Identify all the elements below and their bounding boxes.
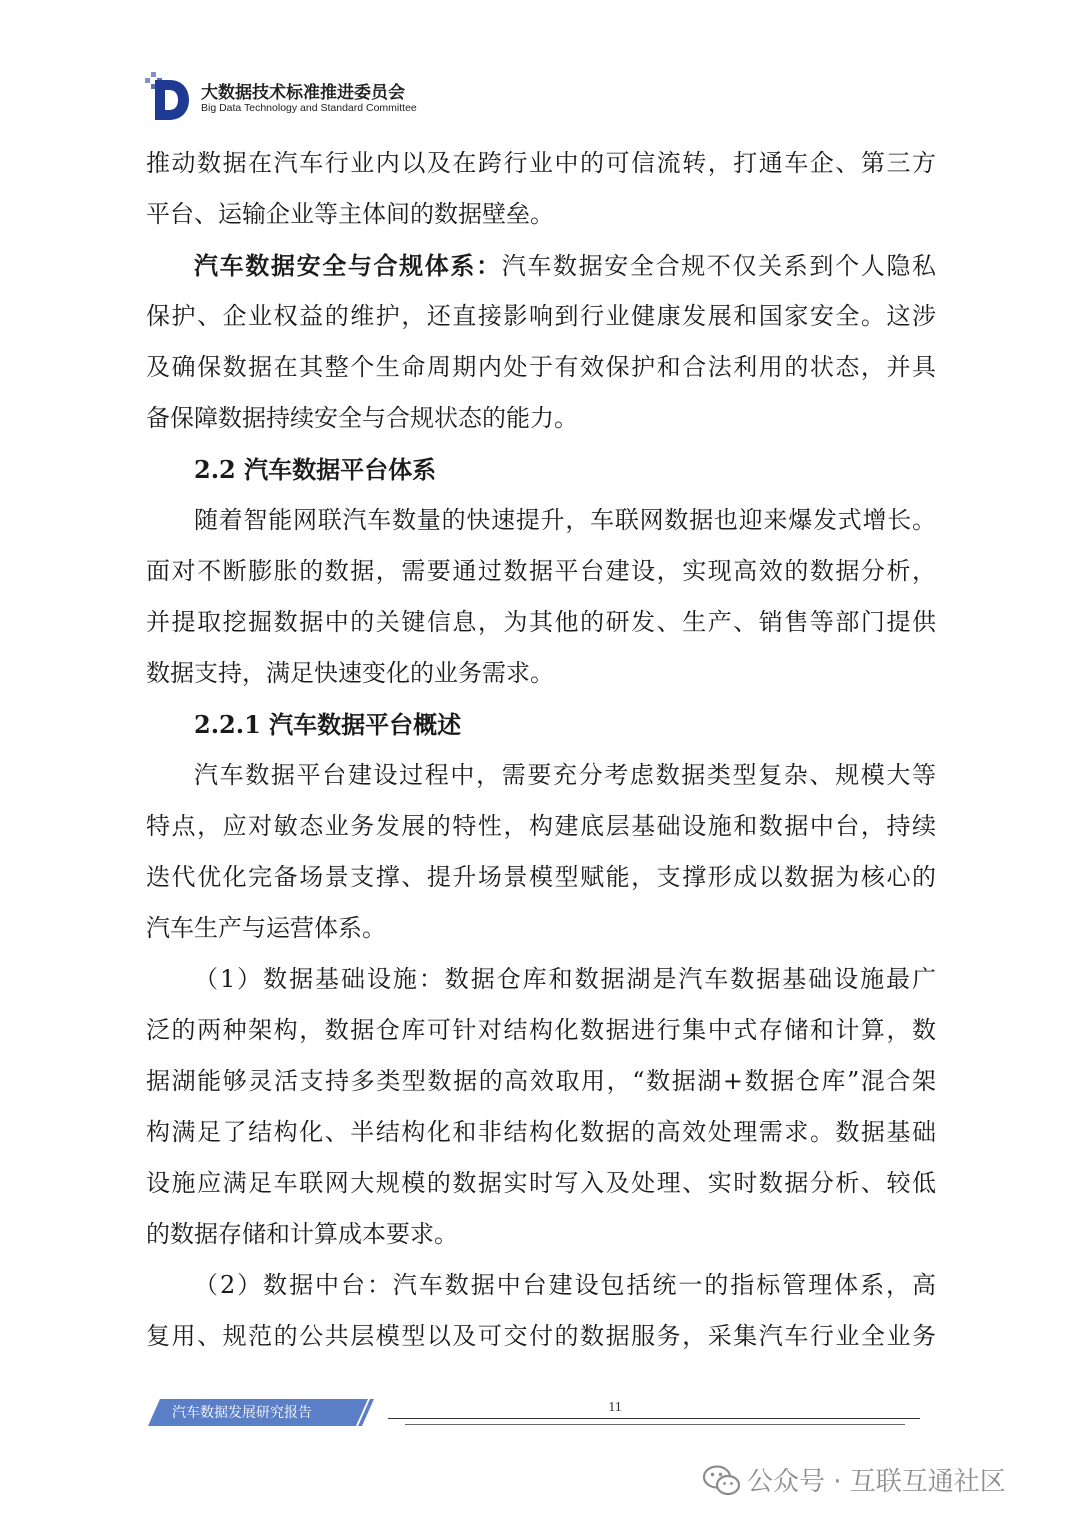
text-line (146, 699, 936, 750)
text-line (146, 954, 936, 1005)
text-line (146, 546, 936, 597)
line-text: 设施应满足车联网大规模的数据实时写入及处理、实时数据分析、较低 (146, 1169, 936, 1197)
footer-rule-bottom (405, 1424, 905, 1425)
line-text: 汽车生产与运营体系。 (146, 914, 386, 942)
line-text: （1）数据基础设施：数据仓库和数据湖是汽车数据基础设施最广 (194, 965, 936, 993)
section-heading: 2.2.1 汽车数据平台概述 (194, 710, 462, 739)
page-number: 11 (608, 1400, 622, 1415)
text-line (146, 240, 936, 291)
footer-report-title: 汽车数据发展研究报告 (172, 1405, 312, 1421)
text-line (146, 597, 936, 648)
line-text: 复用、规范的公共层模型以及可交付的数据服务，采集汽车行业全业务 (146, 1322, 936, 1350)
line-text: 保护、企业权益的维护，还直接影响到行业健康发展和国家安全。这涉 (146, 302, 936, 330)
org-name-cn: 大数据技术标准推进委员会 (201, 83, 405, 103)
bold-lead: 汽车数据安全与合规体系： (194, 251, 502, 280)
line-text: 汽车数据平台建设过程中，需要充分考虑数据类型复杂、规模大等 (194, 761, 936, 789)
committee-logo-icon (145, 70, 191, 122)
line-text: 随着智能网联汽车数量的快速提升，车联网数据也迎来爆发式增长。 (194, 506, 936, 534)
line-text: 备保障数据持续安全与合规状态的能力。 (146, 404, 578, 432)
text-line (146, 801, 936, 852)
document-body (146, 138, 936, 1362)
text-line (146, 342, 936, 393)
wechat-icon (703, 1465, 741, 1497)
text-line (146, 291, 936, 342)
line-text: 推动数据在汽车行业内以及在跨行业中的可信流转，打通车企、第三方 (146, 149, 936, 177)
text-line (146, 444, 936, 495)
text-line (146, 1209, 936, 1260)
line-text: 汽车数据安全合规不仅关系到个人隐私 (501, 252, 936, 280)
line-text: 并提取挖掘数据中的关键信息，为其他的研发、生产、销售等部门提供 (146, 608, 936, 636)
watermark-text: 公众号 · 互联互通社区 (747, 1467, 1006, 1497)
line-text: 迭代优化完备场景支撑、提升场景模型赋能，支撑形成以数据为核心的 (146, 863, 936, 891)
text-line (146, 1311, 936, 1362)
line-text: 面对不断膨胀的数据，需要通过数据平台建设，实现高效的数据分析， (146, 557, 936, 585)
text-line (146, 1107, 936, 1158)
line-text: 的数据存储和计算成本要求。 (146, 1220, 458, 1248)
line-text: 平台、运输企业等主体间的数据壁垒。 (146, 200, 554, 228)
line-text: 据湖能够灵活支持多类型数据的高效取用，“数据湖+数据仓库”混合架 (146, 1067, 936, 1095)
text-line (146, 648, 936, 699)
line-text: 构满足了结构化、半结构化和非结构化数据的高效处理需求。数据基础 (146, 1118, 936, 1146)
line-text: 数据支持，满足快速变化的业务需求。 (146, 659, 554, 687)
text-line (146, 903, 936, 954)
text-line (146, 1260, 936, 1311)
text-line (146, 393, 936, 444)
org-name-en: Big Data Technology and Standard Committee (201, 102, 417, 114)
text-line (146, 138, 936, 189)
text-line (146, 852, 936, 903)
line-text: （2）数据中台：汽车数据中台建设包括统一的指标管理体系，高 (194, 1271, 936, 1299)
text-line (146, 1056, 936, 1107)
line-text: 及确保数据在其整个生命周期内处于有效保护和合法利用的状态，并具 (146, 353, 936, 381)
text-line (146, 189, 936, 240)
section-heading: 2.2 汽车数据平台体系 (194, 455, 437, 484)
line-text: 泛的两种架构，数据仓库可针对结构化数据进行集中式存储和计算，数 (146, 1016, 936, 1044)
text-line (146, 495, 936, 546)
footer-rule-top (388, 1418, 920, 1419)
text-line (146, 750, 936, 801)
text-line (146, 1158, 936, 1209)
text-line (146, 1005, 936, 1056)
line-text: 特点，应对敏态业务发展的特性，构建底层基础设施和数据中台，持续 (146, 812, 936, 840)
